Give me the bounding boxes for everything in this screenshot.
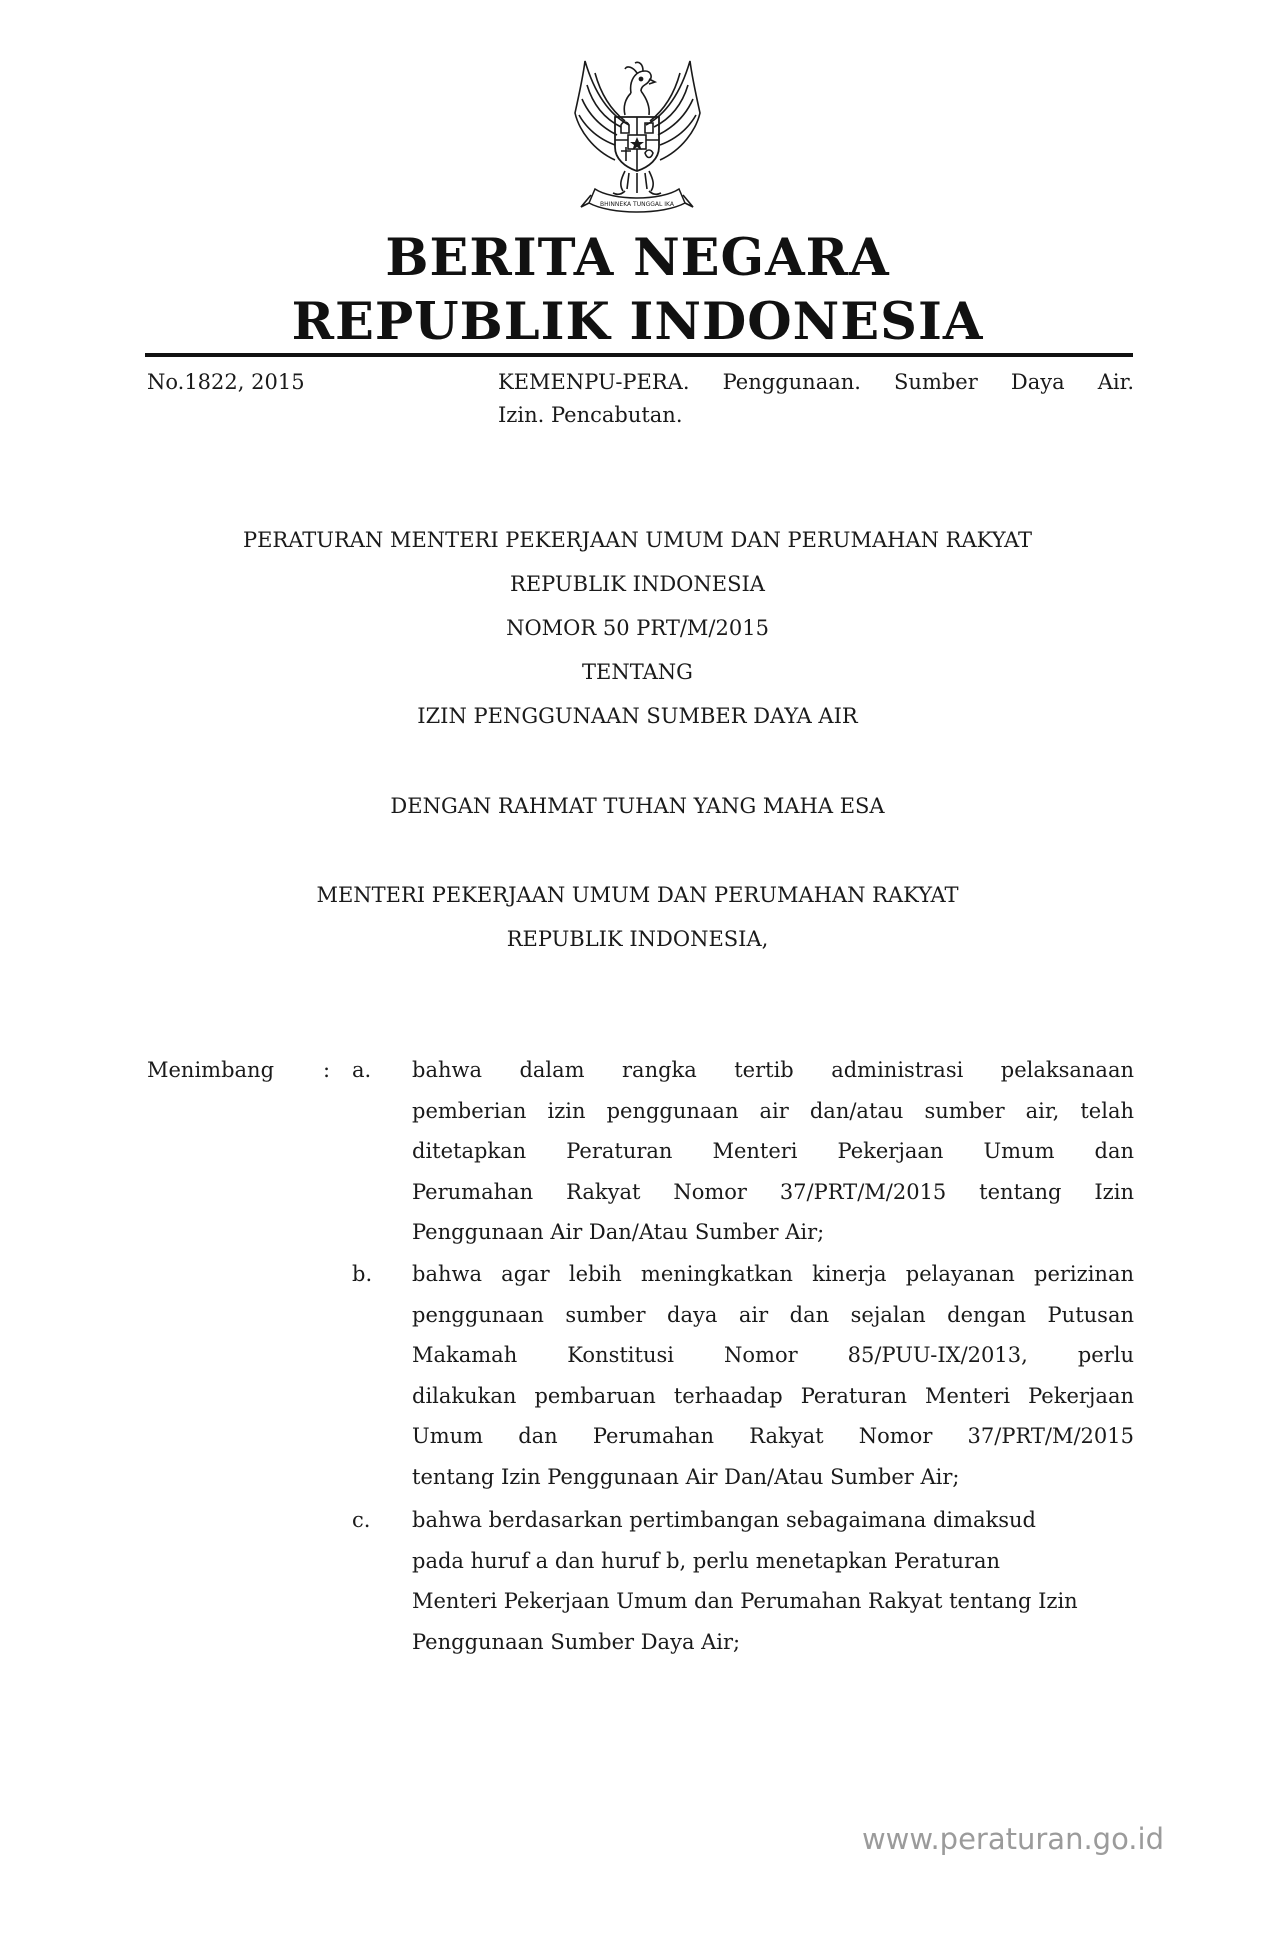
consideration-line: bahwa dalam rangka tertib administrasi pelaksanaan [412,1058,1134,1082]
minister-title: MENTERI PEKERJAAN UMUM DAN PERUMAHAN RAKYAT [316,883,959,907]
consideration-letter: b. [352,1262,373,1286]
regulation-number: NOMOR 50 PRT/M/2015 [506,616,769,640]
gazette-subject-line: KEMENPU-PERA. Penggunaan. Sumber Daya Air. [498,370,1134,394]
consideration-line: bahwa berdasarkan pertimbangan sebagaimana dimaksud [412,1508,1037,1532]
consideration-line: Umum dan Perumahan Rakyat Nomor 37/PRT/M/2015 [412,1424,1134,1448]
preamble: DENGAN RAHMAT TUHAN YANG MAHA ESA [390,794,885,818]
consideration-line: pemberian izin penggunaan air dan/atau sumber air, telah [412,1098,1134,1123]
svg-text:BHINNEKA TUNGGAL IKA: BHINNEKA TUNGGAL IKA [600,201,674,208]
consideration-line: Penggunaan Air Dan/Atau Sumber Air; [412,1220,825,1244]
consideration-letter: a. [352,1058,372,1082]
regulation-title: PERATURAN MENTERI PEKERJAAN UMUM DAN PERUMAHAN RAKYAT [242,528,1033,552]
masthead-title: BERITA NEGARA [385,228,890,288]
considerations-colon: : [323,1058,331,1082]
consideration-line: tentang Izin Penggunaan Air Dan/Atau Sumber Air; [412,1464,960,1489]
minister-country: REPUBLIK INDONESIA, [506,927,769,951]
gazette-subject [498,366,1134,432]
masthead-divider [145,353,1133,357]
regulation-country: REPUBLIK INDONESIA [510,572,765,596]
consideration-line: ditetapkan Peraturan Menteri Pekerjaan Umum dan [412,1139,1134,1163]
gazette-number: No.1822, 2015 [147,370,305,394]
garuda-emblem-icon [555,55,720,220]
consideration-line: penggunaan sumber daya air dan sejalan dengan Putusan [412,1302,1134,1327]
consideration-line: Penggunaan Sumber Daya Air; [412,1629,741,1654]
footer-website-link[interactable]: www.peraturan.go.id [861,1822,1164,1856]
masthead-subtitle: REPUBLIK INDONESIA [291,292,984,352]
consideration-line: Menteri Pekerjaan Umum dan Perumahan Rakyat tentang Izin [412,1589,1078,1613]
regulation-about: TENTANG [582,660,693,684]
considerations-label: Menimbang [147,1058,275,1082]
gazette-subject-line: Izin. Pencabutan. [498,403,683,427]
consideration-line: pada huruf a dan huruf b, perlu menetapkan Peraturan [412,1548,1001,1573]
consideration-line: Makamah Konstitusi Nomor 85/PUU-IX/2013, perlu [412,1343,1134,1367]
consideration-letter: c. [352,1508,371,1532]
regulation-subject: IZIN PENGGUNAAN SUMBER DAYA AIR [417,704,858,728]
consideration-line: Perumahan Rakyat Nomor 37/PRT/M/2015 tentang Izin [412,1179,1134,1204]
consideration-line: dilakukan pembaruan terhaadap Peraturan Menteri Pekerjaan [412,1383,1134,1408]
consideration-line: bahwa agar lebih meningkatkan kinerja pelayanan perizinan [412,1262,1134,1286]
